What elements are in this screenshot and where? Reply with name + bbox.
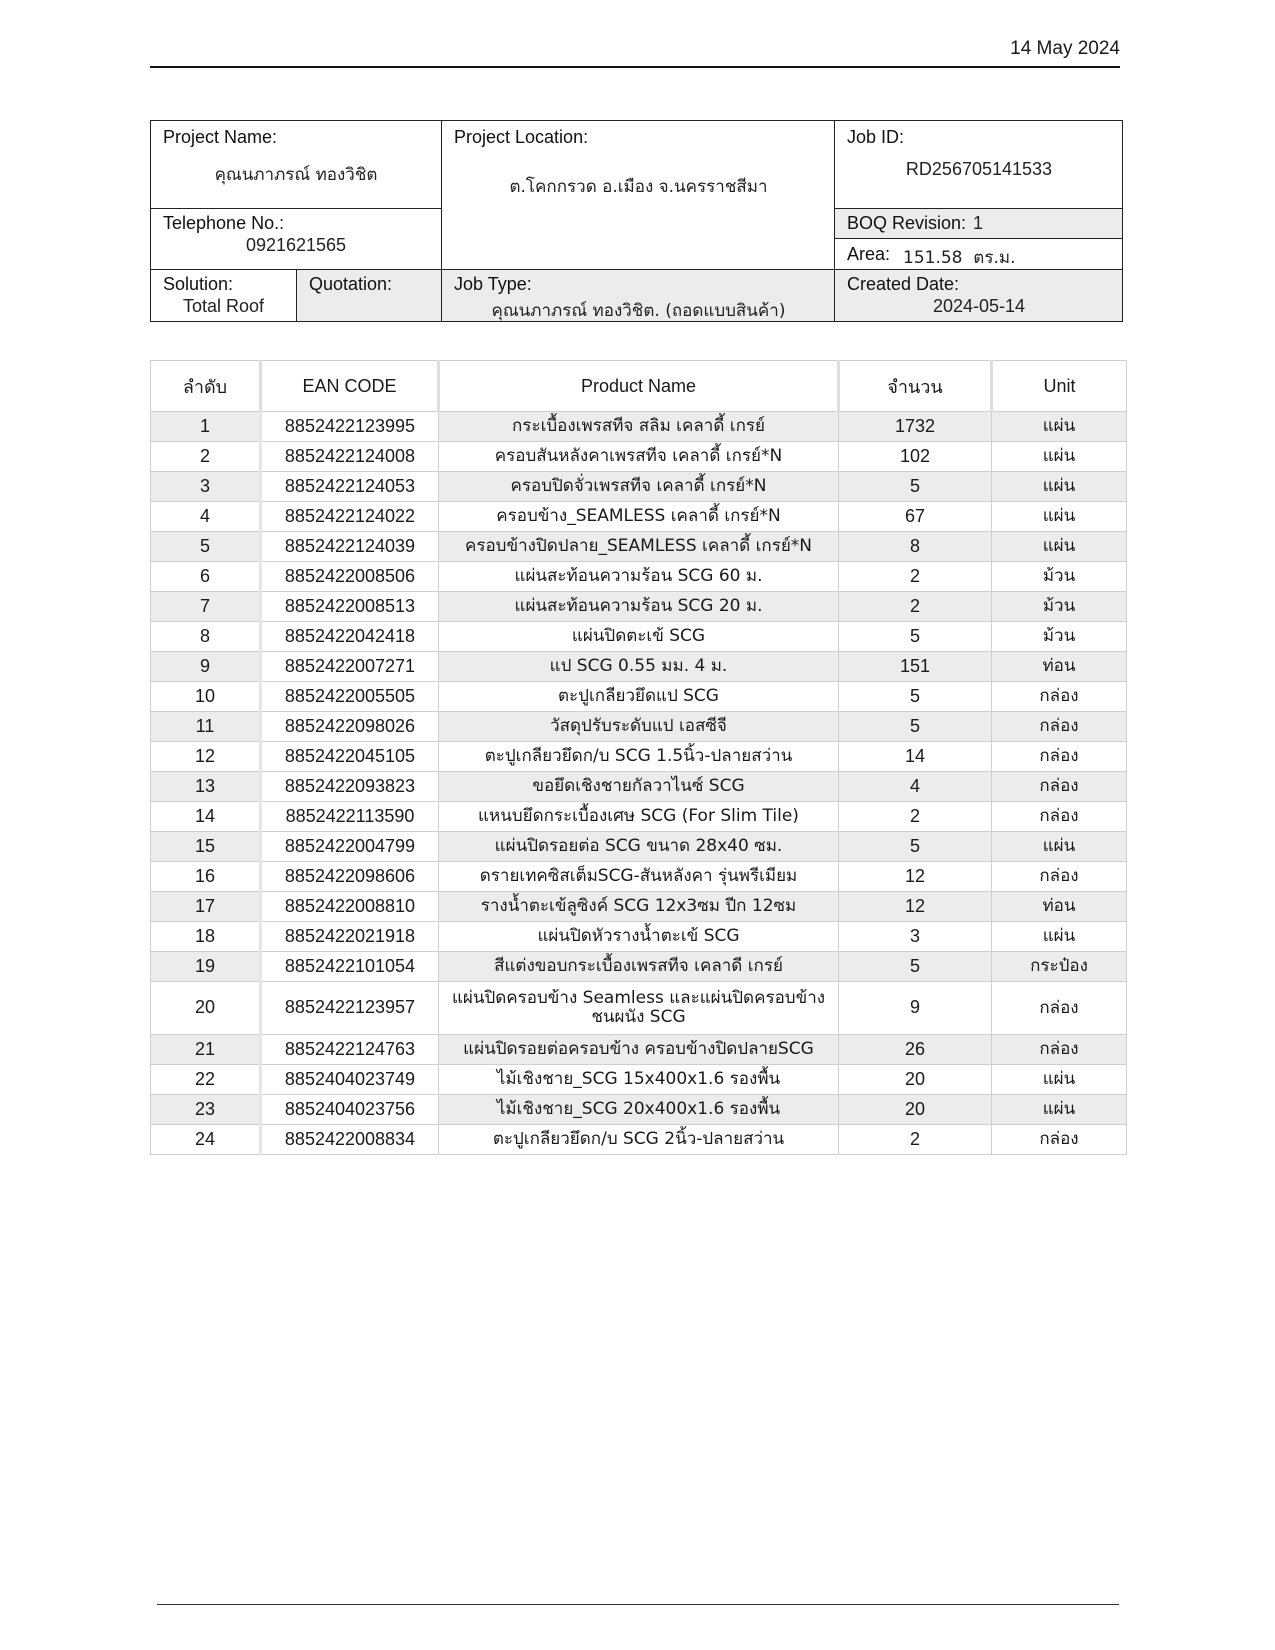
product-name-cell: ไม้เชิงชาย_SCG 15x400x1.6 รองพื้น xyxy=(439,1065,839,1095)
project-info-box xyxy=(150,120,1123,322)
ean-code-cell: 8852404023756 xyxy=(261,1095,439,1125)
table-row xyxy=(151,1125,1127,1155)
unit-cell: แผ่น xyxy=(992,1065,1127,1095)
quantity-cell: 67 xyxy=(839,502,992,532)
product-name-cell: สีแต่งขอบกระเบื้องเพรสทีจ เคลาดี เกรย์ xyxy=(439,952,839,982)
unit-cell: แผ่น xyxy=(992,922,1127,952)
column-header-quantity: จำนวน xyxy=(839,361,992,412)
job-id-value: RD256705141533 xyxy=(905,159,1053,179)
ean-code-cell: 8852422123957 xyxy=(261,982,439,1035)
row-number-cell: 6 xyxy=(151,562,261,592)
top-divider xyxy=(150,66,1120,68)
quantity-cell: 5 xyxy=(839,832,992,862)
project-name-label: Project Name: xyxy=(163,127,278,147)
unit-cell: ท่อน xyxy=(992,892,1127,922)
ean-code-cell: 8852422124008 xyxy=(261,442,439,472)
bottom-divider xyxy=(157,1604,1119,1605)
product-name-cell: แผ่นปิดครอบข้าง Seamless และแผ่นปิดครอบข้างชนผนัง SCG xyxy=(439,982,839,1035)
quantity-cell: 12 xyxy=(839,862,992,892)
table-header-row xyxy=(151,361,1127,412)
job-type-label: Job Type: xyxy=(454,274,532,294)
unit-cell: แผ่น xyxy=(992,412,1127,442)
ean-code-cell: 8852422045105 xyxy=(261,742,439,772)
ean-code-cell: 8852422093823 xyxy=(261,772,439,802)
table-row xyxy=(151,442,1127,472)
ean-code-cell: 8852422004799 xyxy=(261,832,439,862)
table-row xyxy=(151,592,1127,622)
unit-cell: ม้วน xyxy=(992,592,1127,622)
product-name-cell: ครอบข้าง_SEAMLESS เคลาดี้ เกรย์*N xyxy=(439,502,839,532)
project-location-label: Project Location: xyxy=(454,127,589,147)
quantity-cell: 5 xyxy=(839,472,992,502)
row-number-cell: 19 xyxy=(151,952,261,982)
column-header-unit: Unit xyxy=(992,361,1127,412)
quantity-cell: 2 xyxy=(839,592,992,622)
row-number-cell: 20 xyxy=(151,982,261,1035)
table-row xyxy=(151,712,1127,742)
ean-code-cell: 8852422124039 xyxy=(261,532,439,562)
unit-cell: กล่อง xyxy=(992,772,1127,802)
ean-code-cell: 8852422124022 xyxy=(261,502,439,532)
product-name-cell: ครอบข้างปิดปลาย_SEAMLESS เคลาดี้ เกรย์*N xyxy=(439,532,839,562)
job-type-cell xyxy=(441,269,834,321)
area-value: 151.58 ตร.ม. xyxy=(903,248,1016,268)
product-name-cell: ขอยึดเชิงชายกัลวาไนซ์ SCG xyxy=(439,772,839,802)
row-number-cell: 18 xyxy=(151,922,261,952)
quantity-cell: 5 xyxy=(839,622,992,652)
quantity-cell: 151 xyxy=(839,652,992,682)
telephone-value: 0921621565 xyxy=(245,235,347,255)
solution-value: Total Roof xyxy=(182,296,265,316)
row-number-cell: 21 xyxy=(151,1035,261,1065)
product-name-cell: ครอบสันหลังคาเพรสทีจ เคลาดี้ เกรย์*N xyxy=(439,442,839,472)
row-number-cell: 2 xyxy=(151,442,261,472)
unit-cell: กล่อง xyxy=(992,742,1127,772)
product-name-cell: กระเบื้องเพรสทีจ สลิม เคลาดี้ เกรย์ xyxy=(439,412,839,442)
row-number-cell: 5 xyxy=(151,532,261,562)
ean-code-cell: 8852422123995 xyxy=(261,412,439,442)
unit-cell: ม้วน xyxy=(992,562,1127,592)
row-number-cell: 1 xyxy=(151,412,261,442)
quantity-cell: 12 xyxy=(839,892,992,922)
solution-label: Solution: xyxy=(163,274,234,294)
project-location-value: ต.โคกกรวด อ.เมือง จ.นครราชสีมา xyxy=(509,177,768,197)
quantity-cell: 26 xyxy=(839,1035,992,1065)
product-name-cell: แผ่นปิดตะเข้ SCG xyxy=(439,622,839,652)
table-row xyxy=(151,922,1127,952)
quantity-cell: 9 xyxy=(839,982,992,1035)
unit-cell: แผ่น xyxy=(992,832,1127,862)
unit-cell: แผ่น xyxy=(992,502,1127,532)
product-name-cell: แป SCG 0.55 มม. 4 ม. xyxy=(439,652,839,682)
project-name-cell xyxy=(151,121,441,208)
row-number-cell: 12 xyxy=(151,742,261,772)
product-name-cell: แผ่นสะท้อนความร้อน SCG 60 ม. xyxy=(439,562,839,592)
unit-cell: แผ่น xyxy=(992,472,1127,502)
quantity-cell: 5 xyxy=(839,712,992,742)
unit-cell: กระป๋อง xyxy=(992,952,1127,982)
row-number-cell: 11 xyxy=(151,712,261,742)
product-name-cell: ดรายเทคซิสเต็มSCG-สันหลังคา รุ่นพรีเมียม xyxy=(439,862,839,892)
area-label: Area: xyxy=(847,244,891,264)
product-name-cell: แผ่นปิดรอยต่อ SCG ขนาด 28x40 ซม. xyxy=(439,832,839,862)
quantity-cell: 20 xyxy=(839,1065,992,1095)
table-row xyxy=(151,862,1127,892)
unit-cell: กล่อง xyxy=(992,1035,1127,1065)
ean-code-cell: 8852422008834 xyxy=(261,1125,439,1155)
column-header-ean: EAN CODE xyxy=(261,361,439,412)
quantity-cell: 5 xyxy=(839,952,992,982)
ean-code-cell: 8852404023749 xyxy=(261,1065,439,1095)
quantity-cell: 3 xyxy=(839,922,992,952)
ean-code-cell: 8852422124763 xyxy=(261,1035,439,1065)
unit-cell: กล่อง xyxy=(992,982,1127,1035)
unit-cell: ม้วน xyxy=(992,622,1127,652)
ean-code-cell: 8852422008513 xyxy=(261,592,439,622)
table-row xyxy=(151,742,1127,772)
table-row xyxy=(151,1095,1127,1125)
ean-code-cell: 8852422042418 xyxy=(261,622,439,652)
table-row xyxy=(151,502,1127,532)
quantity-cell: 102 xyxy=(839,442,992,472)
unit-cell: แผ่น xyxy=(992,442,1127,472)
ean-code-cell: 8852422098026 xyxy=(261,712,439,742)
row-number-cell: 7 xyxy=(151,592,261,622)
row-number-cell: 3 xyxy=(151,472,261,502)
product-name-cell: ไม้เชิงชาย_SCG 20x400x1.6 รองพื้น xyxy=(439,1095,839,1125)
quantity-cell: 2 xyxy=(839,1125,992,1155)
unit-cell: กล่อง xyxy=(992,1125,1127,1155)
document-date: 14 May 2024 xyxy=(1010,38,1120,59)
row-number-cell: 17 xyxy=(151,892,261,922)
created-date-label: Created Date: xyxy=(847,274,960,294)
ean-code-cell: 8852422007271 xyxy=(261,652,439,682)
table-row xyxy=(151,832,1127,862)
boq-revision-label: BOQ Revision: xyxy=(847,213,967,233)
unit-cell: กล่อง xyxy=(992,682,1127,712)
quantity-cell: 8 xyxy=(839,532,992,562)
product-name-cell: แผ่นปิดหัวรางน้ำตะเข้ SCG xyxy=(439,922,839,952)
quantity-cell: 2 xyxy=(839,562,992,592)
product-name-cell: ตะปูเกลียวยึดแป SCG xyxy=(439,682,839,712)
boq-items-table xyxy=(150,360,1127,1155)
unit-cell: กล่อง xyxy=(992,802,1127,832)
ean-code-cell: 8852422101054 xyxy=(261,952,439,982)
project-location-cell xyxy=(441,121,834,269)
table-row xyxy=(151,682,1127,712)
row-number-cell: 15 xyxy=(151,832,261,862)
table-row xyxy=(151,772,1127,802)
product-name-cell: แผ่นปิดรอยต่อครอบข้าง ครอบข้างปิดปลายSCG xyxy=(439,1035,839,1065)
row-number-cell: 8 xyxy=(151,622,261,652)
product-name-cell: วัสดุปรับระดับแป เอสซีจี xyxy=(439,712,839,742)
table-row xyxy=(151,1065,1127,1095)
area-cell xyxy=(834,238,1122,269)
ean-code-cell: 8852422005505 xyxy=(261,682,439,712)
table-row xyxy=(151,802,1127,832)
product-name-cell: ครอบปิดจั่วเพรสทีจ เคลาดี้ เกรย์*N xyxy=(439,472,839,502)
table-row xyxy=(151,952,1127,982)
table-row xyxy=(151,982,1127,1035)
created-date-value: 2024-05-14 xyxy=(932,296,1026,316)
ean-code-cell: 8852422124053 xyxy=(261,472,439,502)
quantity-cell: 1732 xyxy=(839,412,992,442)
row-number-cell: 16 xyxy=(151,862,261,892)
boq-revision-cell xyxy=(834,208,1122,238)
product-name-cell: แหนบยึดกระเบื้องเศษ SCG (For Slim Tile) xyxy=(439,802,839,832)
quantity-cell: 2 xyxy=(839,802,992,832)
product-name-cell: ตะปูเกลียวยึดก/บ SCG 2นิ้ว-ปลายสว่าน xyxy=(439,1125,839,1155)
job-id-label: Job ID: xyxy=(847,127,905,147)
product-name-cell: ตะปูเกลียวยึดก/บ SCG 1.5นิ้ว-ปลายสว่าน xyxy=(439,742,839,772)
quotation-label: Quotation: xyxy=(309,274,393,294)
job-id-cell xyxy=(834,121,1122,208)
boq-revision-value: 1 xyxy=(973,213,984,233)
table-row xyxy=(151,412,1127,442)
telephone-label: Telephone No.: xyxy=(163,213,285,233)
quotation-cell xyxy=(296,269,441,321)
ean-code-cell: 8852422021918 xyxy=(261,922,439,952)
row-number-cell: 22 xyxy=(151,1065,261,1095)
table-row xyxy=(151,892,1127,922)
product-name-cell: รางน้ำตะเข้ลูซิงค์ SCG 12x3ซม ปีก 12ซม xyxy=(439,892,839,922)
solution-cell xyxy=(151,269,296,321)
column-header-no: ลำดับ xyxy=(151,361,261,412)
row-number-cell: 10 xyxy=(151,682,261,712)
table-row xyxy=(151,622,1127,652)
ean-code-cell: 8852422008506 xyxy=(261,562,439,592)
created-date-cell xyxy=(834,269,1122,321)
row-number-cell: 13 xyxy=(151,772,261,802)
unit-cell: ท่อน xyxy=(992,652,1127,682)
job-type-value: คุณนภาภรณ์ ทองวิชิต. (ถอดแบบสินค้า) xyxy=(491,301,786,321)
row-number-cell: 24 xyxy=(151,1125,261,1155)
unit-cell: กล่อง xyxy=(992,712,1127,742)
product-name-cell: แผ่นสะท้อนความร้อน SCG 20 ม. xyxy=(439,592,839,622)
row-number-cell: 9 xyxy=(151,652,261,682)
quantity-cell: 5 xyxy=(839,682,992,712)
telephone-cell xyxy=(151,208,441,269)
column-header-product-name: Product Name xyxy=(439,361,839,412)
table-row xyxy=(151,532,1127,562)
row-number-cell: 23 xyxy=(151,1095,261,1125)
row-number-cell: 14 xyxy=(151,802,261,832)
row-number-cell: 4 xyxy=(151,502,261,532)
table-row xyxy=(151,652,1127,682)
quantity-cell: 4 xyxy=(839,772,992,802)
quantity-cell: 20 xyxy=(839,1095,992,1125)
quantity-cell: 14 xyxy=(839,742,992,772)
table-row xyxy=(151,472,1127,502)
table-row xyxy=(151,562,1127,592)
table-row xyxy=(151,1035,1127,1065)
unit-cell: แผ่น xyxy=(992,532,1127,562)
ean-code-cell: 8852422008810 xyxy=(261,892,439,922)
ean-code-cell: 8852422098606 xyxy=(261,862,439,892)
unit-cell: แผ่น xyxy=(992,1095,1127,1125)
project-name-value: คุณนภาภรณ์ ทองวิชิต xyxy=(214,165,378,185)
unit-cell: กล่อง xyxy=(992,862,1127,892)
ean-code-cell: 8852422113590 xyxy=(261,802,439,832)
